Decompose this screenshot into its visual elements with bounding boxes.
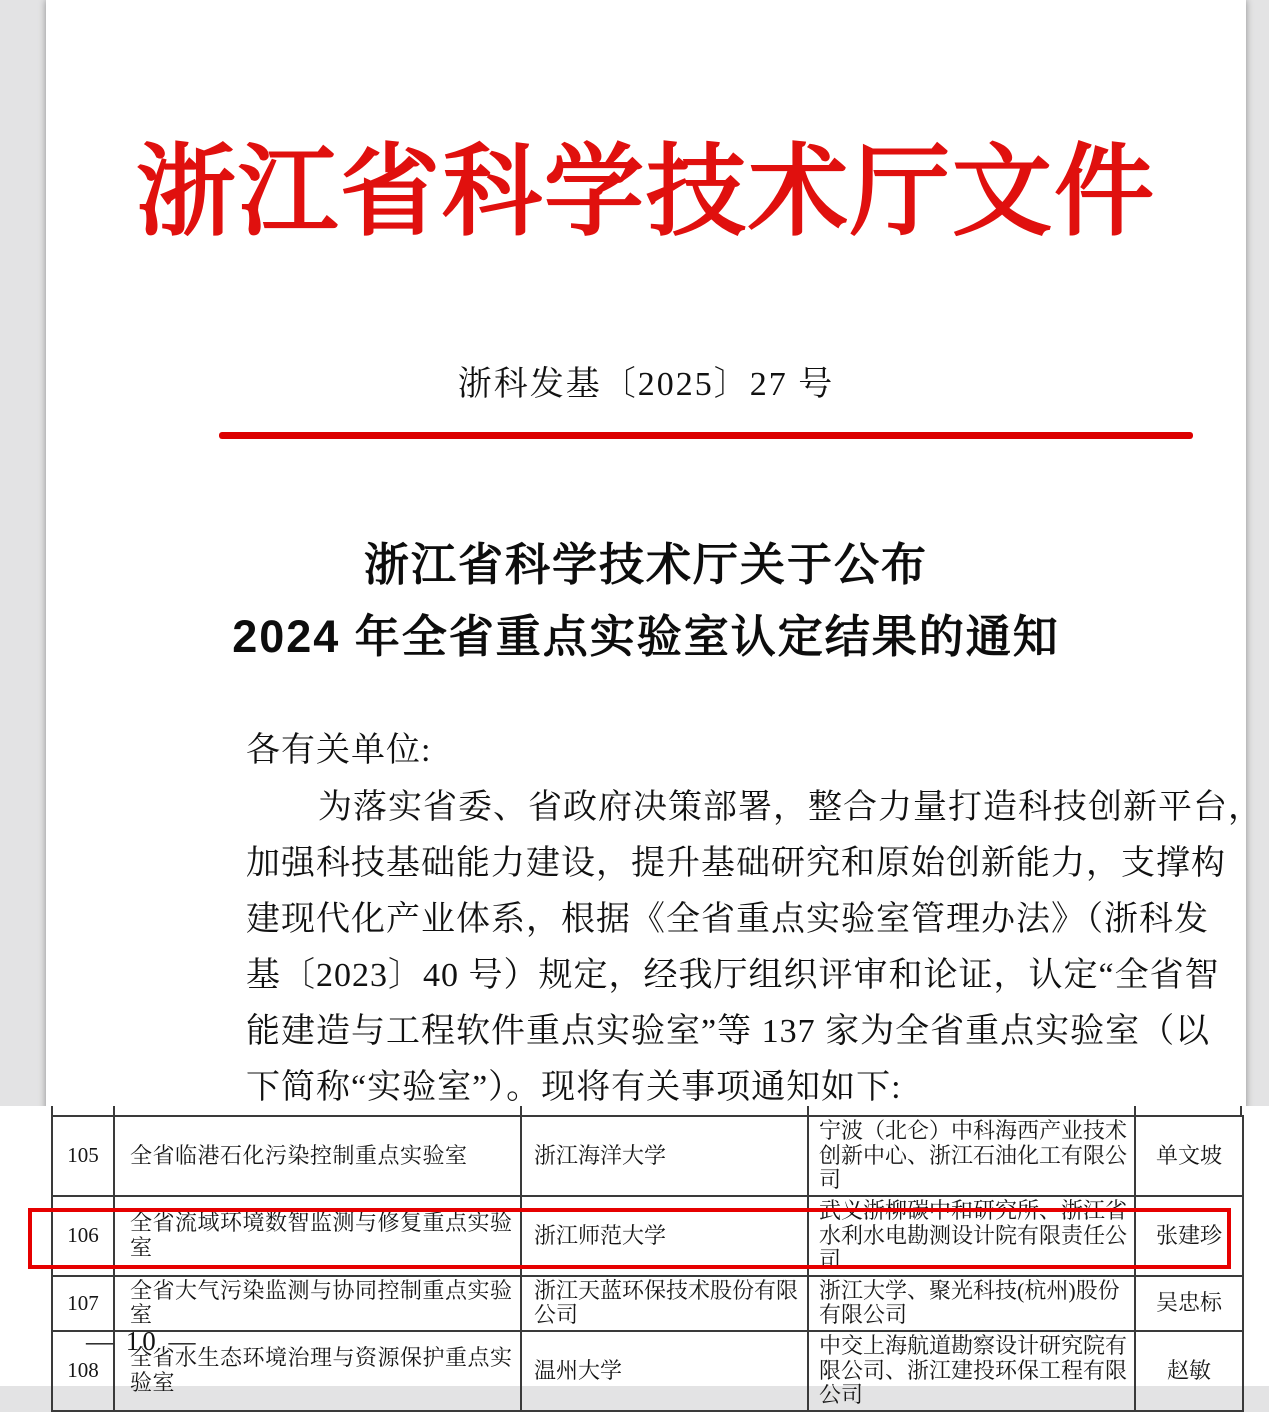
body-line: 加强科技基础能力建设，提升基础研究和原始创新能力，支撑构 bbox=[246, 845, 1226, 882]
table-cut-edge bbox=[51, 1106, 53, 1115]
cell-lab-name: 全省临港石化污染控制重点实验室 bbox=[114, 1116, 521, 1196]
cell-director: 赵敏 bbox=[1135, 1331, 1243, 1411]
cell-partners: 武义浙柳碳中和研究所、浙江省水利水电勘测设计院有限责任公司 bbox=[808, 1196, 1135, 1276]
cell-institution: 温州大学 bbox=[521, 1331, 808, 1411]
cell-partners: 宁波（北仑）中科海西产业技术创新中心、浙江石油化工有限公司 bbox=[808, 1116, 1135, 1196]
cell-lab-name: 全省水生态环境治理与资源保护重点实验室 bbox=[114, 1331, 521, 1411]
cell-row-number: 108 bbox=[52, 1331, 114, 1411]
key-lab-results-table bbox=[51, 1115, 1244, 1412]
document-number: 浙科发基〔2025〕27 号 bbox=[457, 366, 835, 403]
table-row bbox=[52, 1196, 1243, 1276]
table-cut-edge bbox=[113, 1106, 115, 1115]
table-row bbox=[52, 1331, 1243, 1411]
salutation: 各有关单位: bbox=[246, 732, 432, 769]
cell-institution: 浙江师范大学 bbox=[521, 1196, 808, 1276]
body-line: 基〔2023〕40 号）规定，经我厅组织评审和论证，认定“全省智 bbox=[246, 957, 1220, 994]
cell-director: 张建珍 bbox=[1135, 1196, 1243, 1276]
cell-director: 吴忠标 bbox=[1135, 1276, 1243, 1331]
table-cut-edge bbox=[1240, 1106, 1242, 1115]
cell-institution: 浙江海洋大学 bbox=[521, 1116, 808, 1196]
notice-title-line1: 浙江省科学技术厅关于公布 bbox=[363, 539, 928, 590]
body-line: 下简称“实验室”）。现将有关事项通知如下: bbox=[246, 1069, 902, 1106]
cell-director: 单文坡 bbox=[1135, 1116, 1243, 1196]
cell-row-number: 106 bbox=[52, 1196, 114, 1276]
cell-lab-name: 全省流域环境数智监测与修复重点实验室 bbox=[114, 1196, 521, 1276]
table-row-highlighted bbox=[52, 1276, 1243, 1331]
cell-institution: 浙江天蓝环保技术股份有限公司 bbox=[521, 1276, 808, 1331]
document-masthead: 浙江省科学技术厅文件 bbox=[136, 137, 1156, 248]
body-line: 能建造与工程软件重点实验室”等 137 家为全省重点实验室（以 bbox=[246, 1013, 1211, 1050]
cell-partners: 浙江大学、聚光科技(杭州)股份有限公司 bbox=[808, 1276, 1135, 1331]
table-cut-edge bbox=[807, 1106, 809, 1115]
body-line: 为落实省委、省政府决策部署，整合力量打造科技创新平台， bbox=[318, 789, 1263, 826]
notice-title-line2: 2024 年全省重点实验室认定结果的通知 bbox=[232, 611, 1060, 662]
page-number: — 10 — bbox=[86, 1326, 199, 1356]
table-cut-edge bbox=[1134, 1106, 1136, 1115]
cell-lab-name: 全省大气污染监测与协同控制重点实验室 bbox=[114, 1276, 521, 1331]
cell-row-number: 107 bbox=[52, 1276, 114, 1331]
document-page bbox=[46, 0, 1263, 1113]
red-divider-rule bbox=[219, 432, 1193, 439]
table-cut-edge bbox=[520, 1106, 522, 1115]
body-line: 建现代化产业体系，根据《全省重点实验室管理办法》（浙科发 bbox=[246, 901, 1209, 938]
cell-partners: 中交上海航道勘察设计研究院有限公司、浙江建投环保工程有限公司 bbox=[808, 1331, 1135, 1411]
table-row bbox=[52, 1116, 1243, 1196]
cell-row-number: 105 bbox=[52, 1116, 114, 1196]
